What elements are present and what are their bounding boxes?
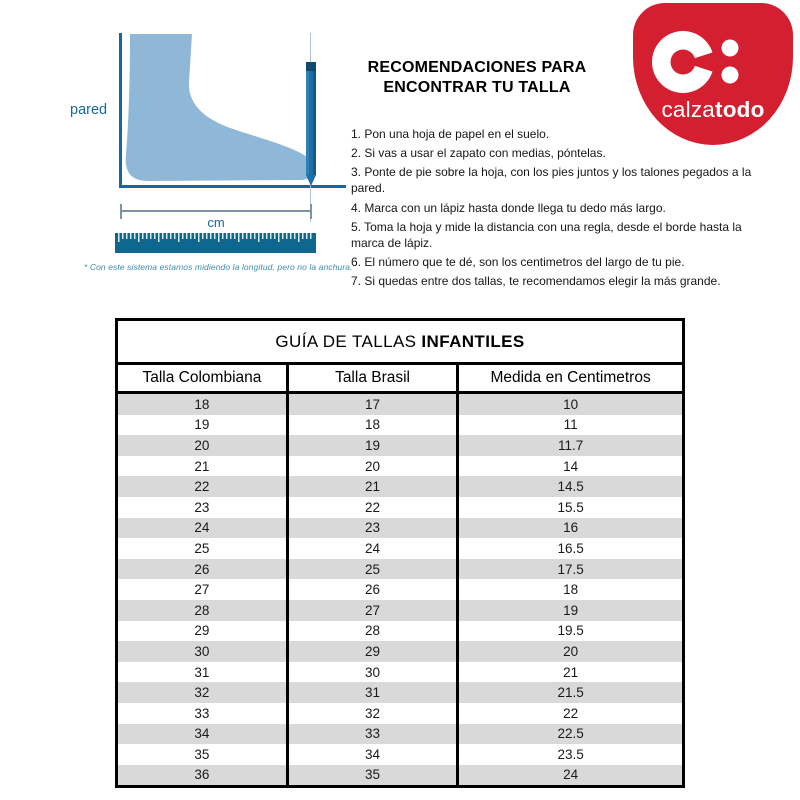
table-cell: 21 [118,456,289,477]
table-cell: 19 [289,435,459,456]
table-cell: 11 [563,417,578,433]
table-row [118,744,682,765]
pencil-cap [306,62,316,71]
column-header-medida-cm: Medida en Centimetros [490,369,651,386]
brand-name-regular: calza [661,97,715,122]
table-cell: 26 [118,559,289,580]
table-row [118,559,682,580]
column-header-talla-colombiana: Talla Colombiana [118,365,289,391]
table-cell: 24 [289,538,459,559]
step-item: 5. Toma la hoja y mide la distancia con una regla, desde el borde hasta la marca de lápiz. [351,219,742,250]
table-cell: 19 [563,602,579,618]
table-row [118,579,682,600]
table-cell: 32 [118,682,289,703]
table-row [118,538,682,559]
table-row [118,703,682,724]
table-cell: 27 [118,579,289,600]
table-cell: 19 [118,415,289,436]
table-cell: 28 [289,621,459,642]
foot-illustration [121,34,321,185]
table-row [118,394,682,415]
table-cell: 18 [563,582,579,598]
calzatodo-logo [633,3,793,145]
table-cell: 24 [563,767,579,783]
recommendations-title-line2: ENCONTRAR TU TALLA [383,79,571,96]
table-row [118,497,682,518]
recommendations-steps [351,126,753,292]
wall-label: pared [70,102,108,118]
column-header-talla-brasil: Talla Brasil [289,365,459,391]
table-row [118,476,682,497]
table-cell: 23 [289,518,459,539]
size-table-title-regular: GUÍA DE TALLAS [275,331,417,351]
table-cell: 20 [289,456,459,477]
table-row [118,641,682,662]
table-cell: 25 [289,559,459,580]
size-table-title-bold: INFANTILES [421,331,525,351]
table-cell: 34 [118,724,289,745]
table-cell: 23 [118,497,289,518]
brand-name-bold: todo [715,97,765,122]
table-row [118,662,682,683]
table-cell: 19.5 [557,623,584,639]
table-cell: 17.5 [557,561,584,577]
size-table [115,318,685,788]
table-cell: 30 [118,641,289,662]
table-cell: 17 [289,394,459,415]
table-cell: 34 [289,744,459,765]
brand-c-colon-icon [641,17,761,107]
table-cell: 16 [563,520,579,536]
table-cell: 22 [118,476,289,497]
brand-wordmark [633,97,793,123]
table-cell: 32 [289,703,459,724]
table-cell: 21.5 [557,685,584,701]
table-row [118,765,682,786]
table-row [118,456,682,477]
pencil-tip [306,175,316,186]
table-cell: 22 [289,497,459,518]
table-cell: 36 [118,765,289,786]
ruler-icon [115,233,316,253]
table-cell: 14.5 [557,479,584,495]
table-cell: 23.5 [557,746,584,762]
table-cell: 25 [118,538,289,559]
table-cell: 29 [289,641,459,662]
recommendations-title-line1: RECOMENDACIONES PARA [367,59,587,76]
pencil-icon [306,62,316,175]
table-cell: 31 [118,662,289,683]
table-cell: 21 [563,664,579,680]
table-cell: 31 [289,682,459,703]
table-cell: 27 [289,600,459,621]
table-cell: 21 [289,476,459,497]
table-cell: 18 [289,415,459,436]
table-cell: 11.7 [557,437,584,453]
size-table-body [118,394,682,785]
measure-line [120,210,312,212]
table-row [118,415,682,436]
table-row [118,518,682,539]
table-row [118,682,682,703]
table-cell: 24 [118,518,289,539]
cm-label: cm [207,215,225,230]
table-cell: 28 [118,600,289,621]
table-cell: 33 [118,703,289,724]
table-row [118,600,682,621]
step-item: 3. Ponte de pie sobre la hoja, con los pies juntos y los talones pegados a la pared. [351,165,752,196]
table-cell: 29 [118,621,289,642]
table-row [118,724,682,745]
table-cell: 15.5 [557,499,584,515]
table-cell: 33 [289,724,459,745]
step-item: 7. Si quedas entre dos tallas, te recomendamos elegir la más grande. [351,274,721,289]
step-item: 4. Marca con un lápiz hasta donde llega tu dedo más largo. [351,200,666,215]
step-item: 2. Si vas a usar el zapato con medias, póntelas. [351,146,606,161]
diagram-footnote: * Con este sistema estamos midiendo la longitud, pero no la anchura. [84,262,353,272]
table-cell: 20 [563,643,579,659]
table-cell: 16.5 [557,540,584,556]
step-item: 1. Pon una hoja de papel en el suelo. [351,127,550,141]
table-cell: 18 [118,394,289,415]
table-cell: 22 [563,705,579,721]
table-row [118,435,682,456]
table-cell: 35 [118,744,289,765]
table-cell: 26 [289,579,459,600]
size-table-header [118,365,682,394]
table-row [118,621,682,642]
table-cell: 20 [118,435,289,456]
table-cell: 10 [563,396,579,412]
table-cell: 35 [289,765,459,786]
step-item: 6. El número que te dé, son los centimetros del largo de tu pie. [351,254,685,269]
table-cell: 22.5 [557,726,584,742]
table-cell: 14 [563,458,579,474]
recommendations-title [337,58,617,98]
size-table-title [118,321,682,365]
table-cell: 30 [289,662,459,683]
